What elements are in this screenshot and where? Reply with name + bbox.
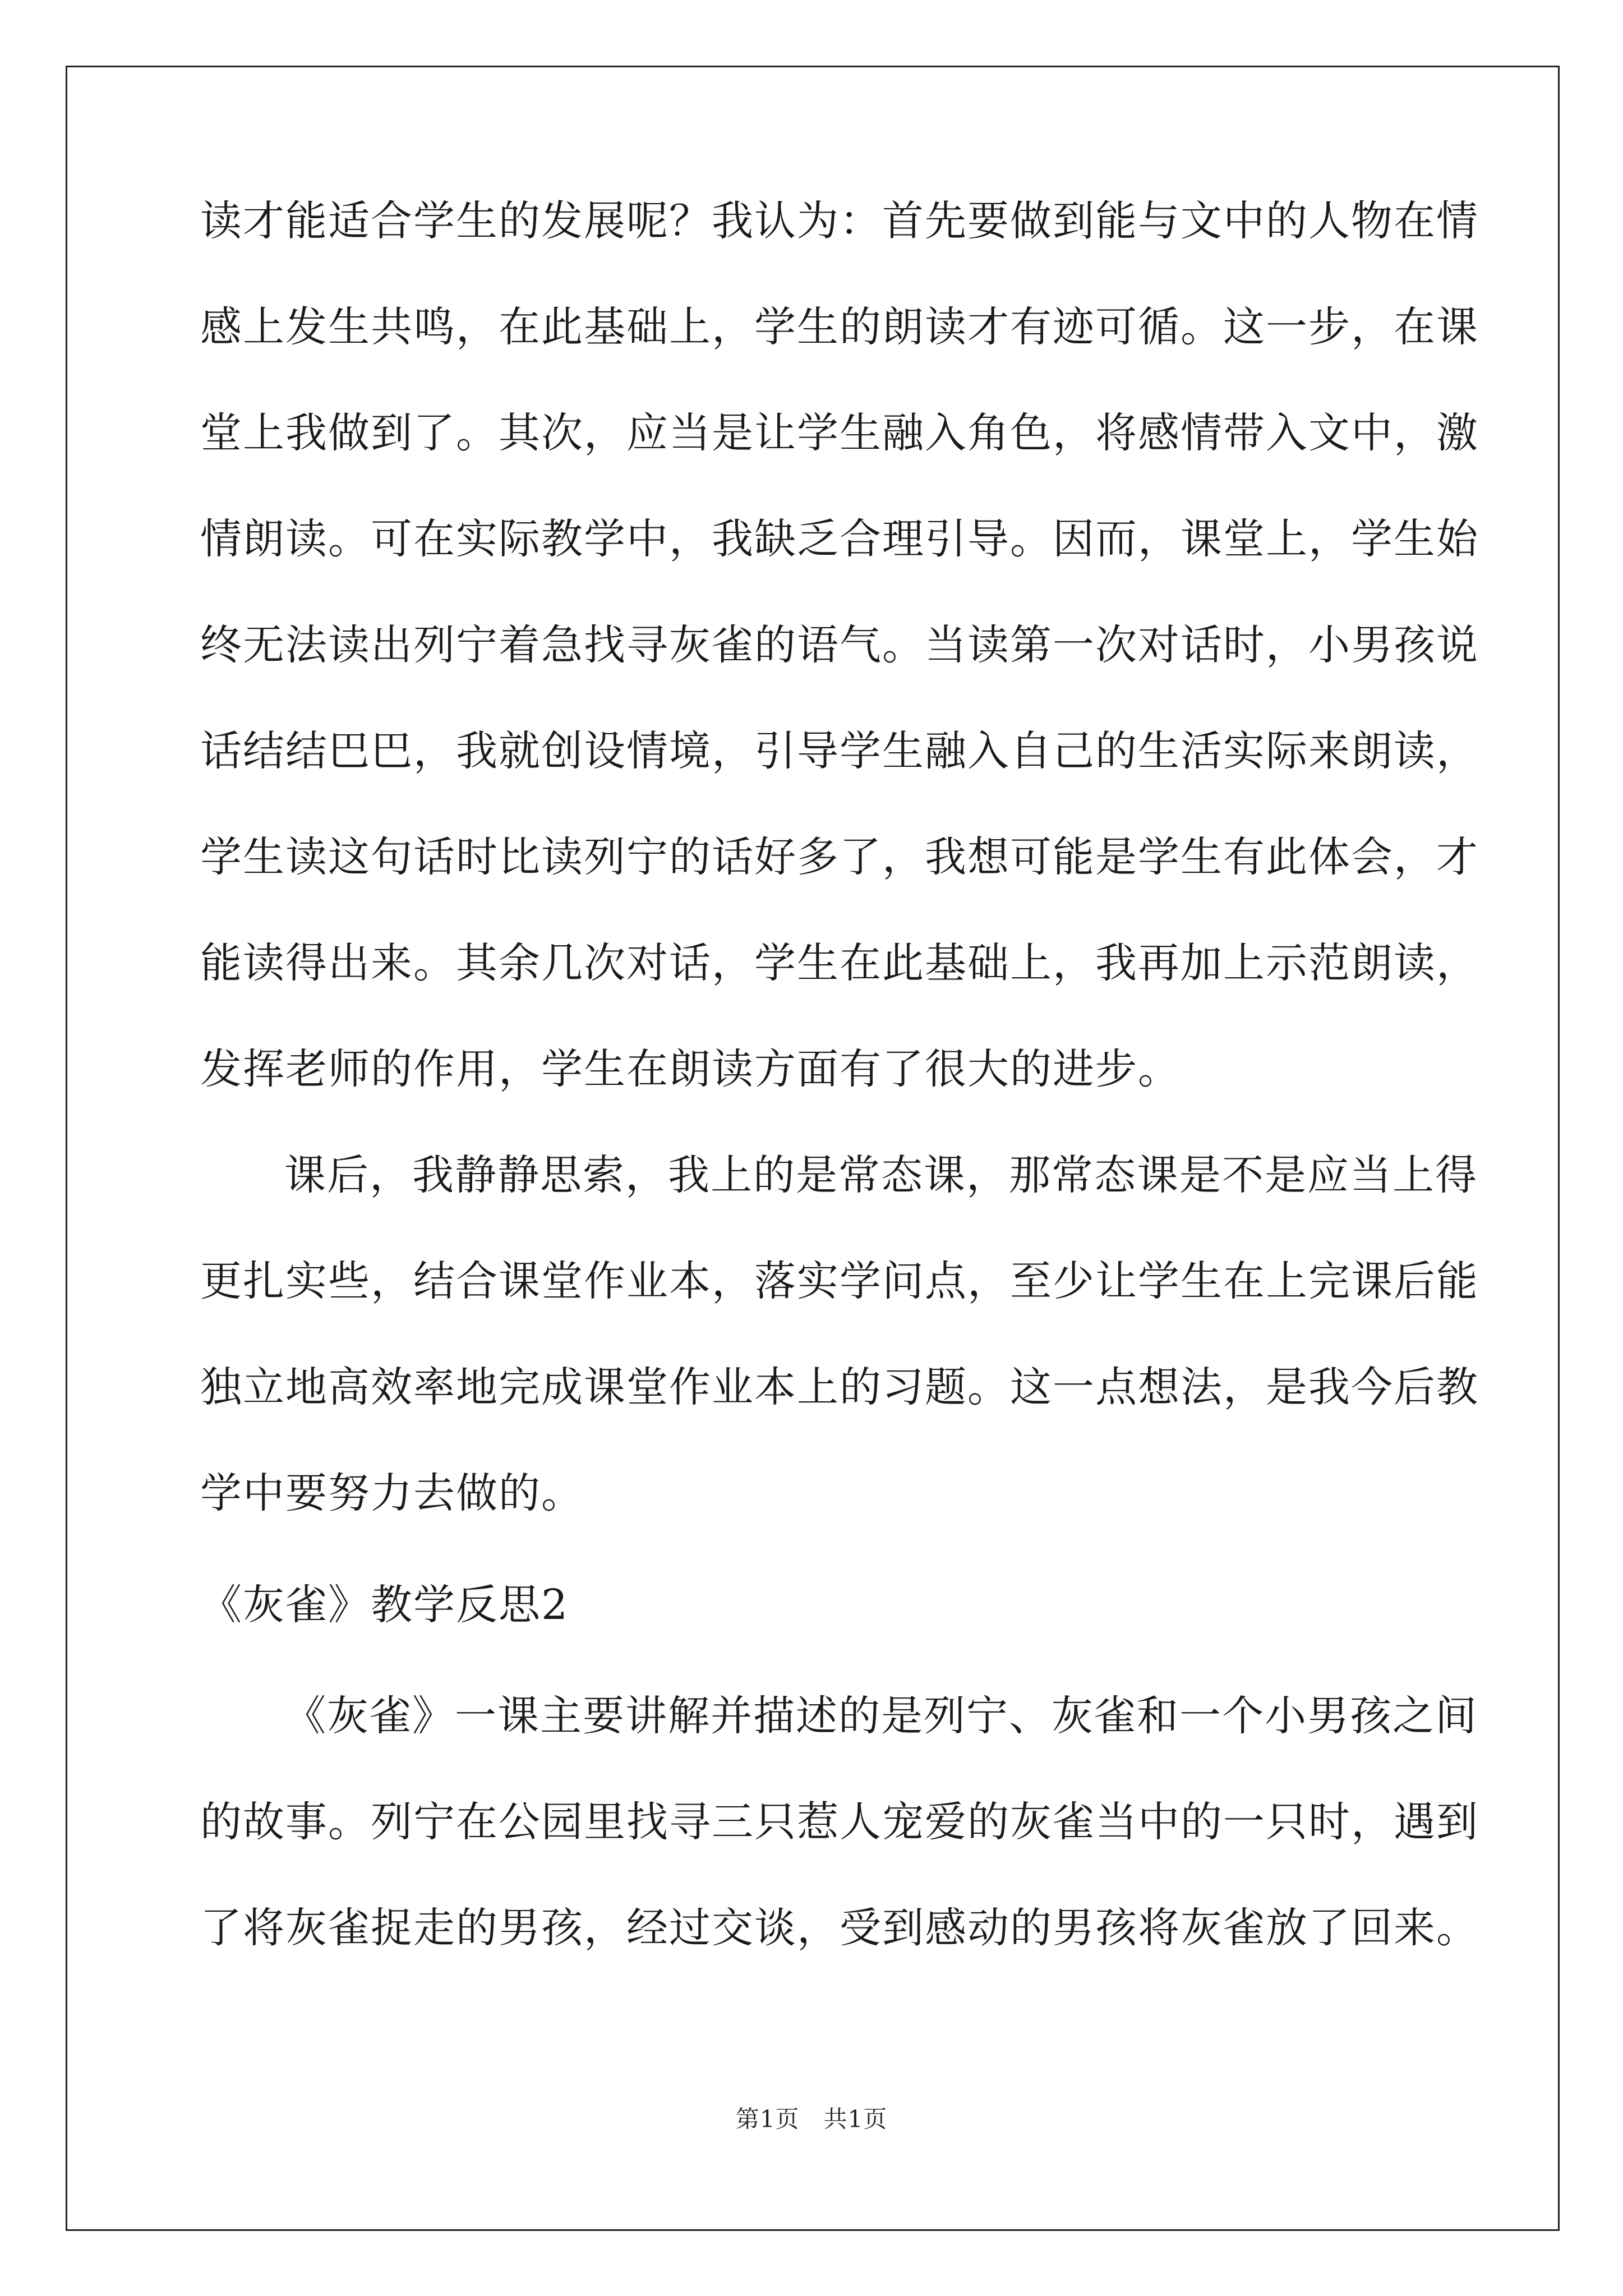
text-line: 能读得出来。其余几次对话，学生在此基础上，我再加上示范朗读，: [200, 939, 1479, 987]
page-footer: 第1页 共1页: [735, 2105, 888, 2133]
text-line: 堂上我做到了。其次，应当是让学生融入角色，将感情带入文中，激: [200, 409, 1479, 457]
text-line: 终无法读出列宁着急找寻灰雀的语气。当读第一次对话时，小男孩说: [200, 621, 1479, 669]
text-line: 更扎实些，结合课堂作业本，落实学问点，至少让学生在上完课后能: [200, 1257, 1479, 1305]
paragraph-start-line: 《灰雀》一课主要讲解并描述的是列宁、灰雀和一个小男孩之间: [284, 1692, 1478, 1740]
text-line: 学中要努力去做的。: [200, 1469, 584, 1517]
text-line: 话结结巴巴，我就创设情境，引导学生融入自己的生活实际来朗读，: [200, 727, 1479, 775]
text-line: 了将灰雀捉走的男孩，经过交谈，受到感动的男孩将灰雀放了回来。: [200, 1904, 1479, 1952]
paragraph-start-line: 课后，我静静思索，我上的是常态课，那常态课是不是应当上得: [284, 1151, 1478, 1199]
text-line: 的故事。列宁在公园里找寻三只惹人宠爱的灰雀当中的一只时，遇到: [200, 1798, 1479, 1846]
text-line: 感上发生共鸣，在此基础上，学生的朗读才有迹可循。这一步，在课: [200, 303, 1479, 351]
text-line: 独立地高效率地完成课堂作业本上的习题。这一点想法，是我今后教: [200, 1363, 1479, 1411]
text-line: 情朗读。可在实际教学中，我缺乏合理引导。因而，课堂上，学生始: [200, 515, 1479, 563]
text-line: 发挥老师的作用，学生在朗读方面有了很大的进步。: [200, 1045, 1181, 1093]
section-heading: 《灰雀》教学反思2: [200, 1581, 569, 1629]
text-line: 读才能适合学生的发展呢？我认为：首先要做到能与文中的人物在情: [200, 197, 1479, 245]
document-body: [200, 168, 1479, 1981]
text-line: 学生读这句话时比读列宁的话好多了，我想可能是学生有此体会，才: [200, 833, 1479, 881]
